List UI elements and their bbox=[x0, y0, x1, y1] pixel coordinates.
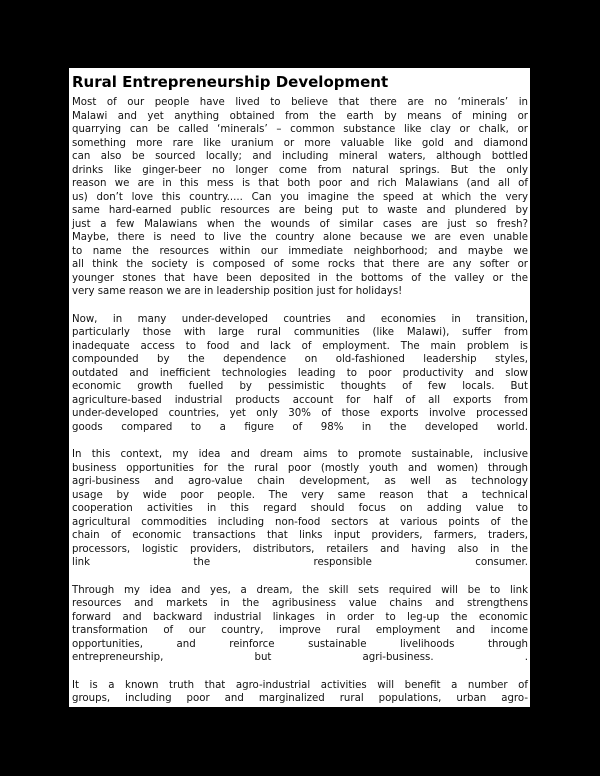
text-line: same hard-earned public resources are being put to waste and plundered by bbox=[72, 205, 528, 216]
text-line: very same reason we are in leadership position just for holidays! bbox=[72, 286, 403, 297]
text-line: entrepreneurship, but agri-business. . bbox=[72, 652, 528, 663]
text-line: chain of economic transactions that links input providers, farmers, traders, bbox=[72, 530, 528, 541]
text-line: Most of our people have lived to believe that there are no ‘minerals’ in bbox=[72, 97, 528, 108]
text-line: us) don’t love this country..... Can you imagine the speed at which the very bbox=[72, 191, 528, 203]
text-line: agriculture-based industrial products account for half of all exports from bbox=[72, 394, 528, 406]
document-title: Rural Entrepreneurship Development bbox=[72, 73, 389, 91]
text-line: economic growth fuelled by pessimistic thoughts of few locals. But bbox=[72, 381, 528, 392]
text-line: compounded by the dependence on old-fashioned leadership styles, bbox=[72, 354, 528, 365]
text-line: something more rare like uranium or more valuable like gold and diamond bbox=[72, 137, 528, 149]
text-line: just a few Malawians when the wounds of similar cases are just so fresh? bbox=[72, 218, 528, 230]
paragraph bbox=[72, 313, 528, 435]
text-line: can also be sourced locally; and including mineral waters, although bottled bbox=[72, 151, 528, 162]
paragraph bbox=[72, 96, 528, 299]
text-line: agri-business and agro-value chain development, as well as technology bbox=[72, 476, 528, 487]
text-line: all think the society is composed of some rocks that there are any softer or bbox=[72, 259, 528, 270]
text-line: particularly those with large rural communities (like Malawi), suffer from bbox=[72, 327, 528, 338]
paragraph bbox=[72, 584, 528, 665]
document-page bbox=[69, 68, 530, 707]
text-line: quarrying can be called ‘minerals’ – common substance like clay or chalk, or bbox=[72, 124, 528, 135]
document-body bbox=[72, 96, 528, 706]
text-line: groups, including poor and marginalized rural populations, urban agro- bbox=[72, 693, 528, 704]
text-line: drinks like ginger-beer no longer come from natural springs. But the only bbox=[72, 164, 528, 176]
text-line: agricultural commodities including non-food sectors at various points of the bbox=[72, 516, 528, 528]
text-line: In this context, my idea and dream aims to promote sustainable, inclusive bbox=[72, 449, 528, 460]
text-line: outdated and inefficient technologies leading to poor productivity and slow bbox=[72, 367, 528, 379]
text-line: Malawi and yet anything obtained from the earth by means of mining or bbox=[72, 110, 528, 122]
text-line: to name the resources within our immediate neighborhood; and maybe we bbox=[72, 245, 528, 257]
text-line: business opportunities for the rural poor (mostly youth and women) through bbox=[72, 462, 528, 474]
text-line: It is a known truth that agro-industrial activities will benefit a number of bbox=[72, 679, 528, 691]
text-line: Through my idea and yes, a dream, the skill sets required will be to link bbox=[72, 584, 528, 596]
paragraph bbox=[72, 448, 528, 570]
text-line: reason we are in this mess is that both poor and rich Malawians (and all of bbox=[72, 178, 528, 189]
text-line: younger stones that have been deposited in the bottoms of the valley or the bbox=[72, 272, 528, 284]
text-line: usage by wide poor people. The very same reason that a technical bbox=[72, 489, 528, 501]
text-line: processors, logistic providers, distributors, retailers and having also in the bbox=[72, 543, 528, 555]
paragraph bbox=[72, 679, 528, 706]
text-line: Maybe, there is need to live the country alone because we are even unable bbox=[72, 232, 528, 243]
text-line: opportunities, and reinforce sustainable livelihoods through bbox=[72, 638, 528, 650]
text-line: transformation of our country, improve rural employment and income bbox=[72, 625, 528, 636]
text-line: resources and markets in the agribusiness value chains and strengthens bbox=[72, 598, 528, 609]
text-line: cooperation activities in this regard should focus on adding value to bbox=[72, 503, 528, 514]
text-line: inadequate access to food and lack of employment. The main problem is bbox=[72, 340, 528, 352]
text-line: forward and backward industrial linkages in order to leg-up the economic bbox=[72, 611, 528, 623]
text-line: goods compared to a figure of 98% in the developed world. bbox=[72, 421, 528, 433]
text-line: under-developed countries, yet only 30% of those exports involve processed bbox=[72, 408, 528, 419]
text-line: link the responsible consumer. bbox=[72, 557, 528, 568]
text-line: Now, in many under-developed countries and economies in transition, bbox=[72, 313, 528, 325]
